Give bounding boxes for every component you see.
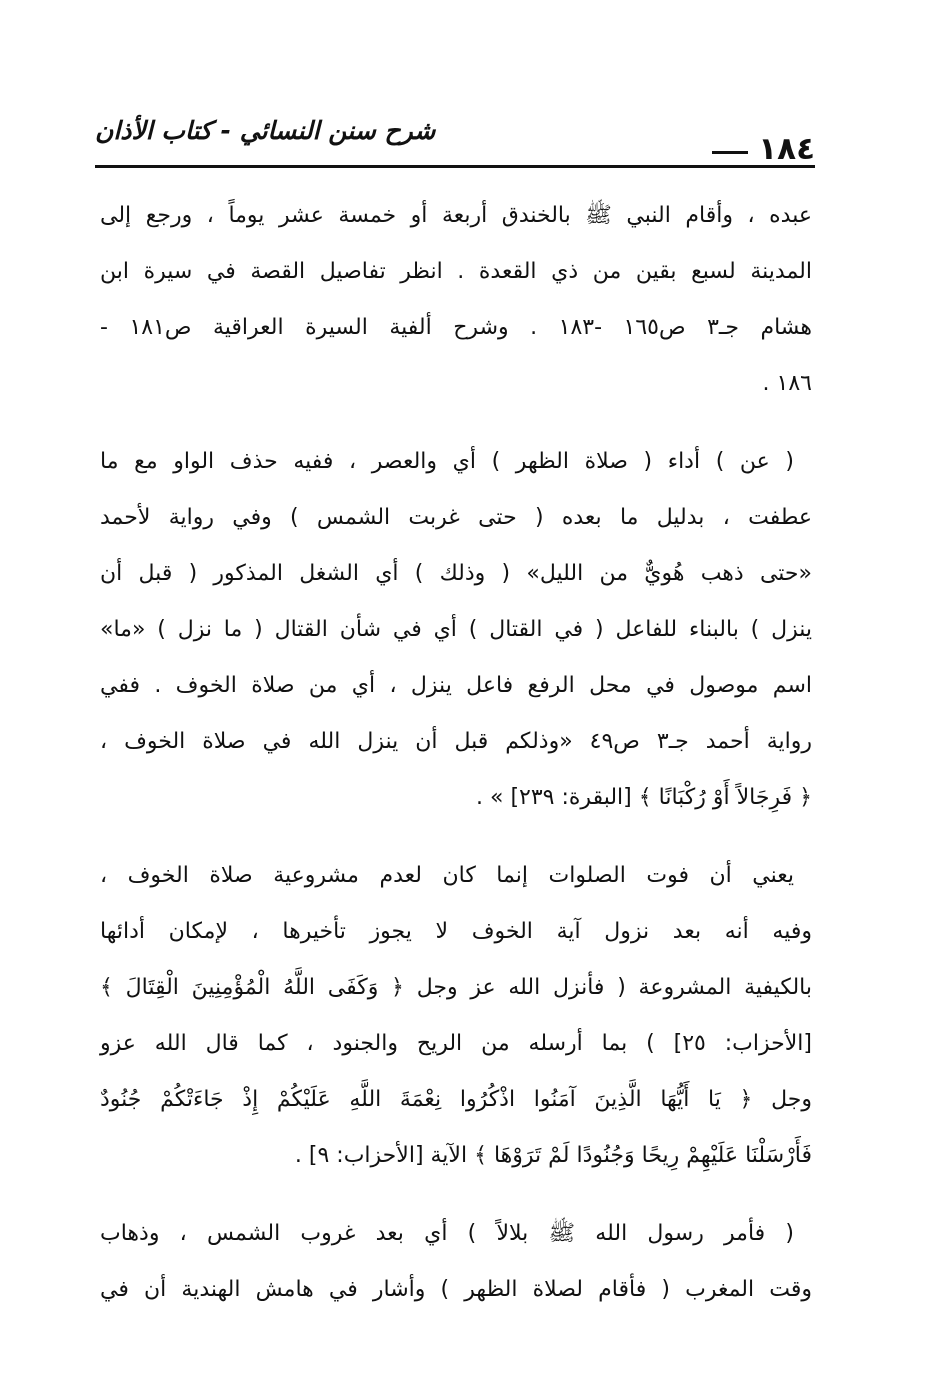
text-line: ينزل ) بالبناء للفاعل ( في القتال ) أي في شأن القتال ( ما نزل ) «ما» [100,617,812,642]
running-title: شرح سنن النسائي - كتاب الأذان [95,116,436,145]
text-line: فَأَرْسَلْنَا عَلَيْهِمْ رِيحًا وَجُنُودًا لَمْ تَرَوْهَا ﴾ الآية [الأحزاب: ٩] . [294,1143,812,1168]
text-line: عطفت ، بدليل ما بعده ( حتى غربت الشمس ) وفي رواية لأحمد [100,505,812,530]
header-rule [95,165,815,168]
page-body [100,188,812,1318]
text-line: وجل ﴿ يَا أَيُّهَا الَّذِينَ آمَنُوا اذْكُرُوا نِعْمَةَ اللَّهِ عَلَيْكُمْ إِذْ جَاءَتْكُمْ جُنُودٌ [100,1087,812,1112]
text-line: ( عن ) أداء ( صلاة الظهر ) أي والعصر ، ففيه حذف الواو مع ما [100,449,794,474]
page-header [95,118,815,168]
paragraph-an-salat-al-zuhr [100,434,812,826]
text-line: بالكيفية المشروعة ( فأنزل الله عز وجل ﴿ وَكَفَى اللَّهُ الْمُؤْمِنِينَ الْقِتَالَ ﴾ [100,975,812,1000]
text-line: رواية أحمد جـ٣ ص٤٩ «وذلكم قبل أن ينزل الله في صلاة الخوف ، [100,729,813,754]
page-number-dash [712,151,748,154]
text-line: وفيه أنه بعد نزول آية الخوف لا يجوز تأخيرها ، لإمكان أدائها [100,919,812,944]
text-line: ( فأمر رسول الله ﷺ بلالاً ) أي بعد غروب الشمس ، وذهاب [100,1221,794,1246]
text-line: «حتى ذهب هُويٌّ من الليل» ( وذلك ) أي الشغل المذكور ( قبل أن [100,561,812,586]
text-line: [الأحزاب: ٢٥] ) بما أرسله من الريح والجنود ، كما قال الله عزو [100,1031,812,1056]
text-line: اسم موصول في محل الرفع فاعل ينزل ، أي من صلاة الخوف . ففي [100,673,812,698]
text-line: يعني أن فوت الصلوات إنما كان لعدم مشروعية صلاة الخوف ، [100,863,794,888]
text-line: عبده ، وأقام النبي ﷺ بالخندق أربعة أو خمسة عشر يوماً ، ورجع إلى [100,203,812,228]
text-line: المدينة لسبع بقين من ذي القعدة . انظر تفاصيل القصة في سيرة ابن [100,259,812,284]
text-line: هشام جـ٣ ص١٦٥ -١٨٣ . وشرح ألفية السيرة العراقية ص١٨١ - [100,315,813,340]
text-line: وقت المغرب ( فأقام لصلاة الظهر ) وأشار في هامش الهندية أن في [100,1277,812,1302]
paragraph-salat-al-khawf [100,848,812,1184]
page-number: ١٨٤ [758,131,815,167]
paragraph-fa-amara-bilal [100,1206,812,1318]
paragraph-footnote-continuation [100,188,812,412]
text-line: ﴿ فَرِجَالاً أَوْ رُكْبَانًا ﴾ [البقرة: ٢٣٩] » . [476,785,812,810]
text-line: ١٨٦ . [762,371,812,396]
